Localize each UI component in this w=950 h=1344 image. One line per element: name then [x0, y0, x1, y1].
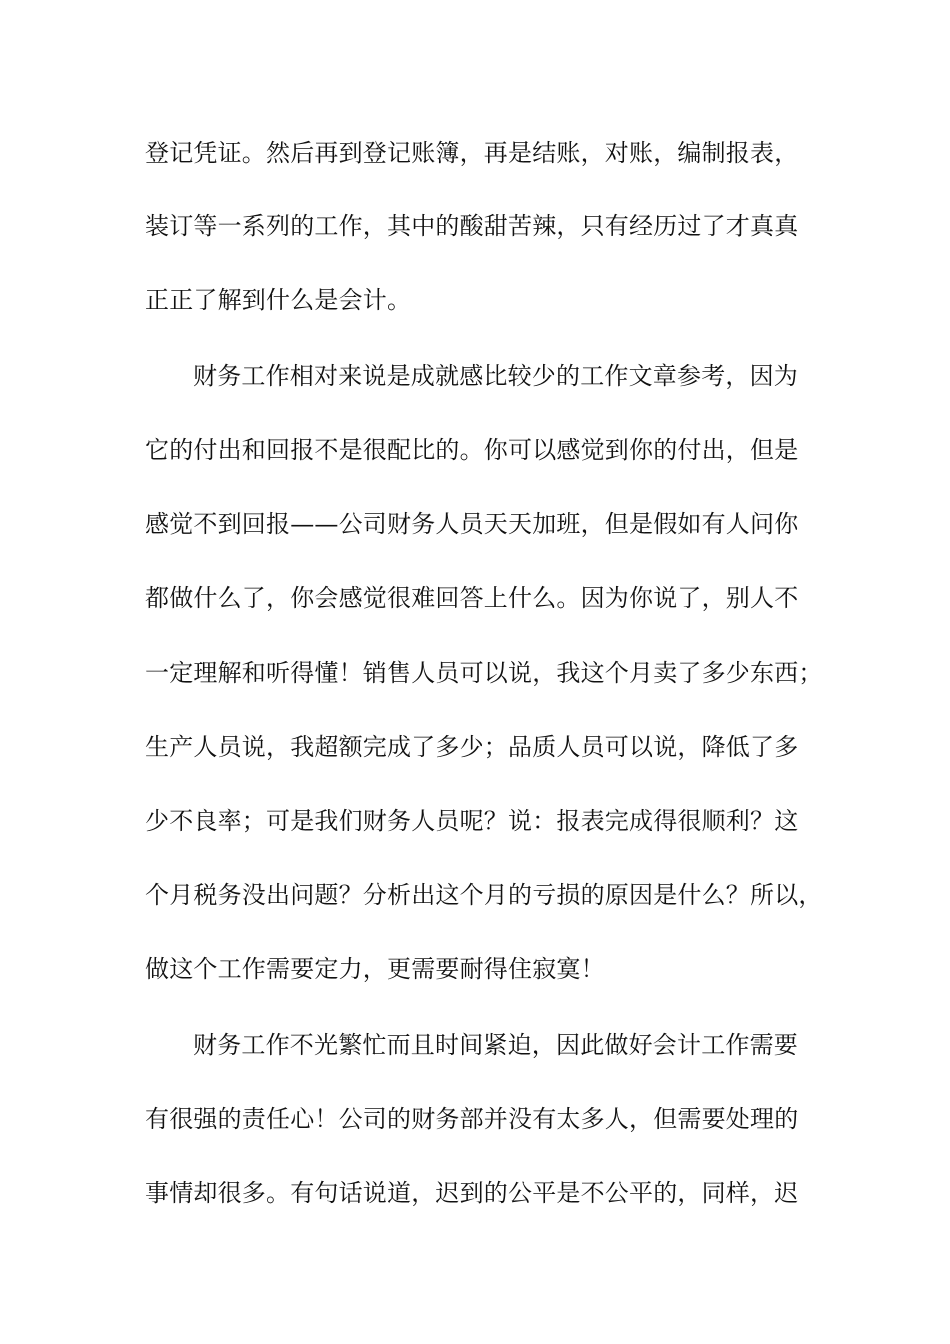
text-line-3: 正正了解到什么是会计。 [145, 286, 412, 314]
text-line-14: 有很强的责任心！公司的财务部并没有太多人，但需要处理的 [145, 1105, 799, 1133]
text-line-2: 装订等一系列的工作，其中的酸甜苦辣，只有经历过了才真真 [145, 212, 799, 240]
text-line-1: 登记凭证。然后再到登记账簿，再是结账，对账，编制报表， [145, 139, 799, 167]
text-line-13: 财务工作不光繁忙而且时间紧迫，因此做好会计工作需要 [193, 1031, 798, 1059]
text-line-6: 感觉不到回报——公司财务人员天天加班，但是假如有人问你 [145, 510, 799, 538]
text-line-15: 事情却很多。有句话说道，迟到的公平是不公平的，同样，迟 [145, 1179, 799, 1207]
text-line-9: 生产人员说，我超额完成了多少；品质人员可以说，降低了多 [145, 733, 799, 761]
text-line-4: 财务工作相对来说是成就感比较少的工作文章参考，因为 [193, 362, 798, 390]
text-line-11: 个月税务没出问题？分析出这个月的亏损的原因是什么？所以， [145, 881, 823, 909]
text-line-5: 它的付出和回报不是很配比的。你可以感觉到你的付出，但是 [145, 436, 799, 464]
text-line-7: 都做什么了，你会感觉很难回答上什么。因为你说了，别人不 [145, 584, 799, 612]
text-line-12: 做这个工作需要定力，更需要耐得住寂寞！ [145, 955, 605, 983]
text-line-10: 少不良率；可是我们财务人员呢？说：报表完成得很顺利？这 [145, 807, 799, 835]
text-line-8: 一定理解和听得懂！销售人员可以说，我这个月卖了多少东西； [145, 659, 823, 687]
